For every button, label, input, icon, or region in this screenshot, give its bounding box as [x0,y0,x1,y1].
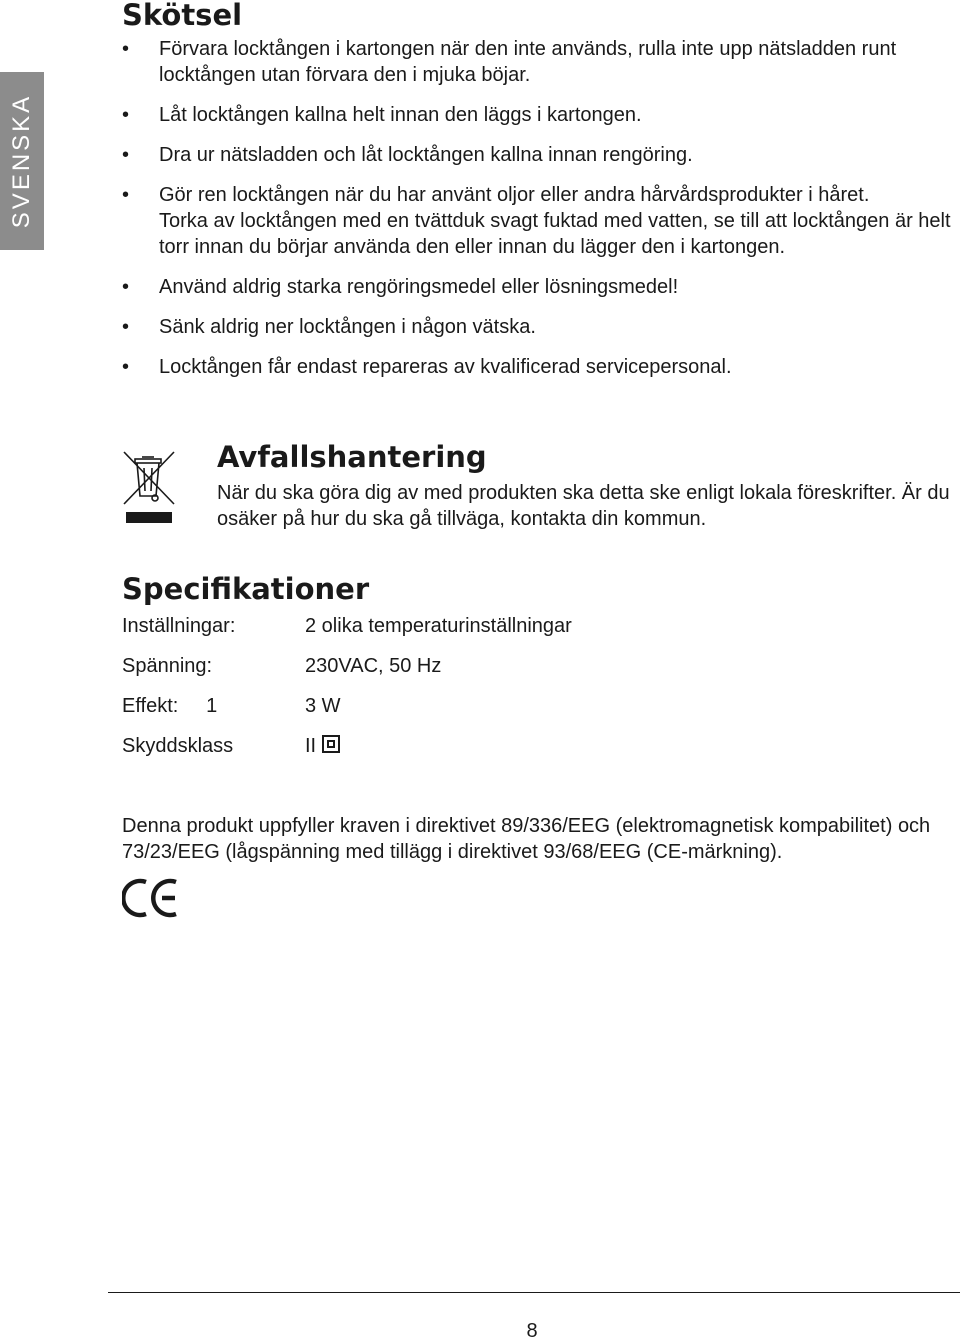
disposal-section-title: Avfallshantering [217,440,487,474]
bullet-icon: • [122,316,130,338]
list-item: • Låt locktången kallna helt innan den läggs i kartongen. [122,104,642,126]
care-section-title: Skötsel [122,0,243,32]
spec-row [122,693,822,733]
disposal-section [122,440,958,540]
list-item: • Använd aldrig starka rengöringsmedel eller lösningsmedel! [122,276,679,298]
spec-value: II [305,733,340,759]
care-continuation-text: Torka av locktången med en tvättduk svagt fuktad med vatten, se till att locktången är helt torr innan du börjar använda den eller innan du lägger den i kartongen. [159,210,951,258]
crossed-out-wheelie-bin-icon [122,446,176,524]
spec-row [122,653,822,693]
disposal-text: När du ska göra dig av med produkten ska detta ske enligt lokala föreskrifter. Är du osäker på hur du ska gå tillväga, kontakta din kommun. [217,482,950,530]
spec-label: Skyddsklass [122,735,234,757]
spec-value: 230VAC, 50 Hz [305,655,442,677]
spec-row [122,613,822,653]
spec-value: 2 olika temperaturinställningar [305,615,572,637]
spec-label: Inställningar: [122,615,236,637]
language-label: SVENSKA [8,93,35,229]
specifications-section-title: Specifikationer [122,572,370,606]
bullet-icon: • [122,104,130,126]
language-side-tab [0,72,44,250]
bullet-icon: • [122,144,130,166]
protection-class-ii-icon [322,735,340,753]
specifications-table [122,613,822,773]
ce-mark-icon [122,876,178,920]
spec-row [122,733,822,773]
care-list [122,36,958,394]
list-item: • Dra ur nätsladden och låt locktången kallna innan rengöring. [122,144,693,166]
page-number: 8 [526,1320,538,1342]
list-item: • Locktången får endast repareras av kvalificerad servicepersonal. [122,356,732,378]
bullet-icon: • [122,184,130,206]
list-item: • Gör ren locktången när du har använt oljor eller andra hårvårdsprodukter i håret. Torka av locktången med en tvättduk svagt fuktad med vatten, se till att locktången är helt torr innan du börjar använda den eller innan du lägger den i kartongen. [122,182,958,260]
spec-value: 3 W [305,695,341,717]
list-item: • Sänk aldrig ner locktången i någon vätska. [122,316,536,338]
bullet-icon: • [122,356,130,378]
compliance-text: Denna produkt uppfyller kraven i direktivet 89/336/EEG (elektromagnetisk kompabilitet) och 73/23/EEG (lågspänning med tillägg i direktivet 93/68/EEG (CE-märkning). [122,815,931,863]
bullet-icon: • [122,276,130,298]
bullet-icon: • [122,38,130,60]
list-item: • Förvara locktången i kartongen när den inte används, rulla inte upp nätsladden runt locktången utan förvara den i mjuka böjar. [122,38,897,86]
spec-label: Spänning: [122,655,213,677]
spec-label: Effekt: 1 [122,695,218,717]
footer-divider [108,1292,960,1293]
